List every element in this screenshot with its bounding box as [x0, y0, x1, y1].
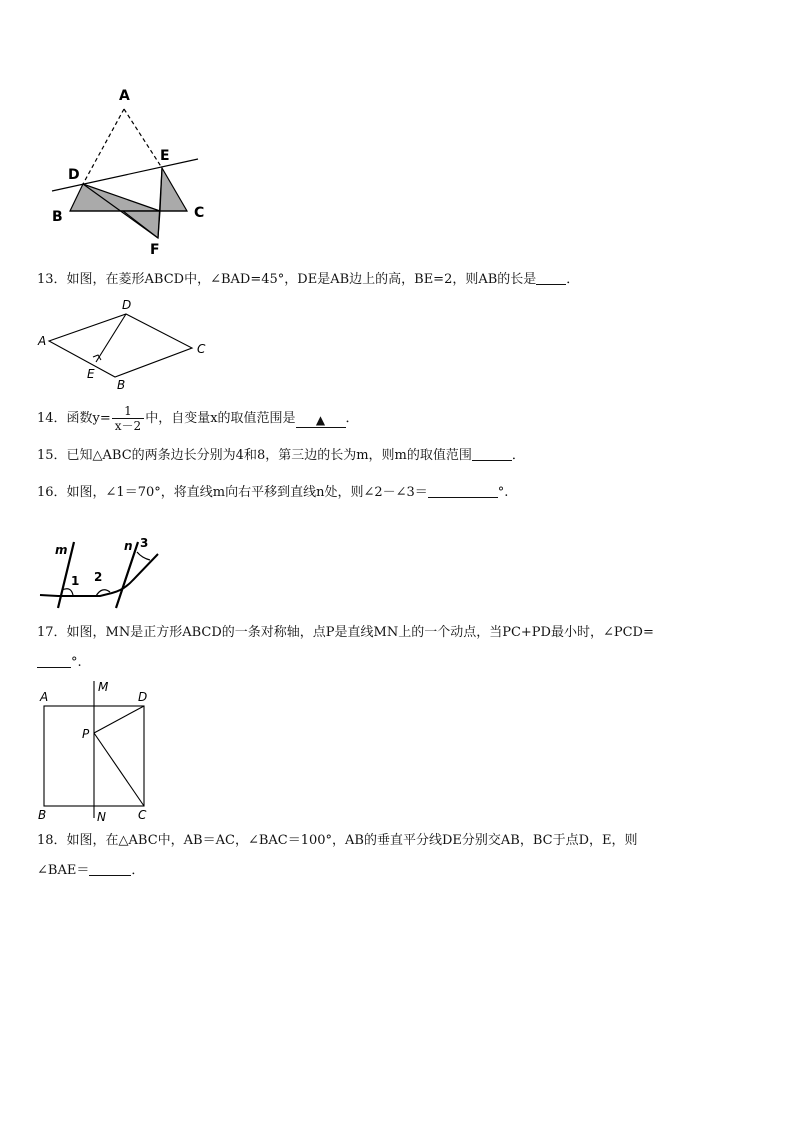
- dashed-ae: [124, 109, 162, 168]
- label-n: N: [97, 810, 106, 824]
- triangle-marker-icon: ▲: [315, 413, 326, 427]
- label-n: n: [124, 539, 133, 553]
- question-14: [37, 402, 359, 436]
- label-c: C: [138, 808, 147, 822]
- question-15-end: ．: [511, 448, 525, 463]
- answer-blank-13[interactable]: [536, 271, 566, 285]
- question-15-text: 15．已知△ABC的两条边长分别为4和8，第三边的长为m，则m的取值范围: [37, 448, 472, 463]
- question-17-end: °.: [71, 655, 82, 670]
- segment-pc: [94, 733, 144, 806]
- label-p: P: [82, 727, 90, 741]
- answer-blank-17[interactable]: [37, 654, 71, 668]
- label-angle-1: 1: [71, 574, 80, 588]
- answer-blank-14[interactable]: [296, 414, 346, 428]
- dashed-ad: [83, 109, 124, 184]
- fraction-denominator: x－2: [114, 419, 142, 433]
- label-d: D: [122, 298, 132, 312]
- label-c: C: [197, 342, 206, 356]
- figure-q17-square: [35, 678, 160, 824]
- label-a: A: [38, 334, 47, 348]
- question-17-line2: [37, 654, 82, 672]
- question-16-end: °.: [497, 485, 509, 500]
- question-13-text: 13．如图，在菱形ABCD中，∠BAD=45°，DE是AB边上的高，BE=2，则AB的长是: [37, 272, 537, 287]
- question-13-end: ．: [566, 272, 580, 287]
- label-e: E: [87, 367, 95, 381]
- fraction-numerator: 1: [112, 404, 144, 419]
- question-13: [37, 271, 579, 289]
- question-16: [37, 484, 508, 502]
- shaded-triangle-right: [160, 168, 187, 211]
- question-14-end: ．: [345, 411, 359, 426]
- label-angle-3: 3: [140, 536, 149, 550]
- label-c: C: [194, 205, 205, 221]
- answer-blank-18[interactable]: [89, 862, 131, 876]
- question-14-after: 中，自变量x的取值范围是: [145, 411, 296, 426]
- label-b: B: [38, 808, 47, 822]
- angle-arc-1: [62, 589, 73, 595]
- angle-arc-3: [137, 552, 150, 560]
- segment-pd: [94, 706, 144, 733]
- height-de: [96, 314, 126, 362]
- label-b: B: [52, 209, 63, 225]
- shaded-triangle-fold: [123, 211, 160, 238]
- label-angle-2: 2: [94, 570, 103, 584]
- question-14-before: 14．函数y=: [37, 411, 111, 426]
- label-d: D: [138, 690, 148, 704]
- question-16-text: 16．如图，∠1＝70°，将直线m向右平移到直线n处，则∠2－∠3＝: [37, 485, 428, 500]
- answer-blank-16[interactable]: [428, 484, 498, 498]
- question-17-text: 17．如图，MN是正方形ABCD的一条对称轴，点P是直线MN上的一个动点，当PC+PD最小时，∠PCD=: [37, 625, 654, 640]
- question-18-end: ．: [131, 863, 145, 878]
- label-d: D: [68, 167, 80, 183]
- label-f: F: [150, 242, 160, 258]
- question-18: [37, 832, 638, 850]
- label-a: A: [40, 690, 49, 704]
- label-m: m: [55, 543, 68, 557]
- figure-q12: [40, 80, 230, 260]
- fraction: [112, 404, 144, 433]
- question-18-line2: [37, 862, 144, 880]
- figure-q13-rhombus: [35, 296, 215, 392]
- question-18-line2-text: ∠BAE＝: [37, 863, 90, 878]
- question-15: [37, 447, 525, 465]
- label-e: E: [160, 148, 170, 164]
- label-b: B: [117, 378, 126, 392]
- label-a: A: [119, 88, 130, 104]
- label-m: M: [98, 680, 109, 694]
- question-17: [37, 624, 654, 642]
- question-18-text: 18．如图，在△ABC中，AB＝AC，∠BAC＝100°，AB的垂直平分线DE分别交AB，BC于点D，E，则: [37, 833, 638, 848]
- figure-q16-parallel-lines: [38, 530, 173, 612]
- answer-blank-15[interactable]: [472, 447, 512, 461]
